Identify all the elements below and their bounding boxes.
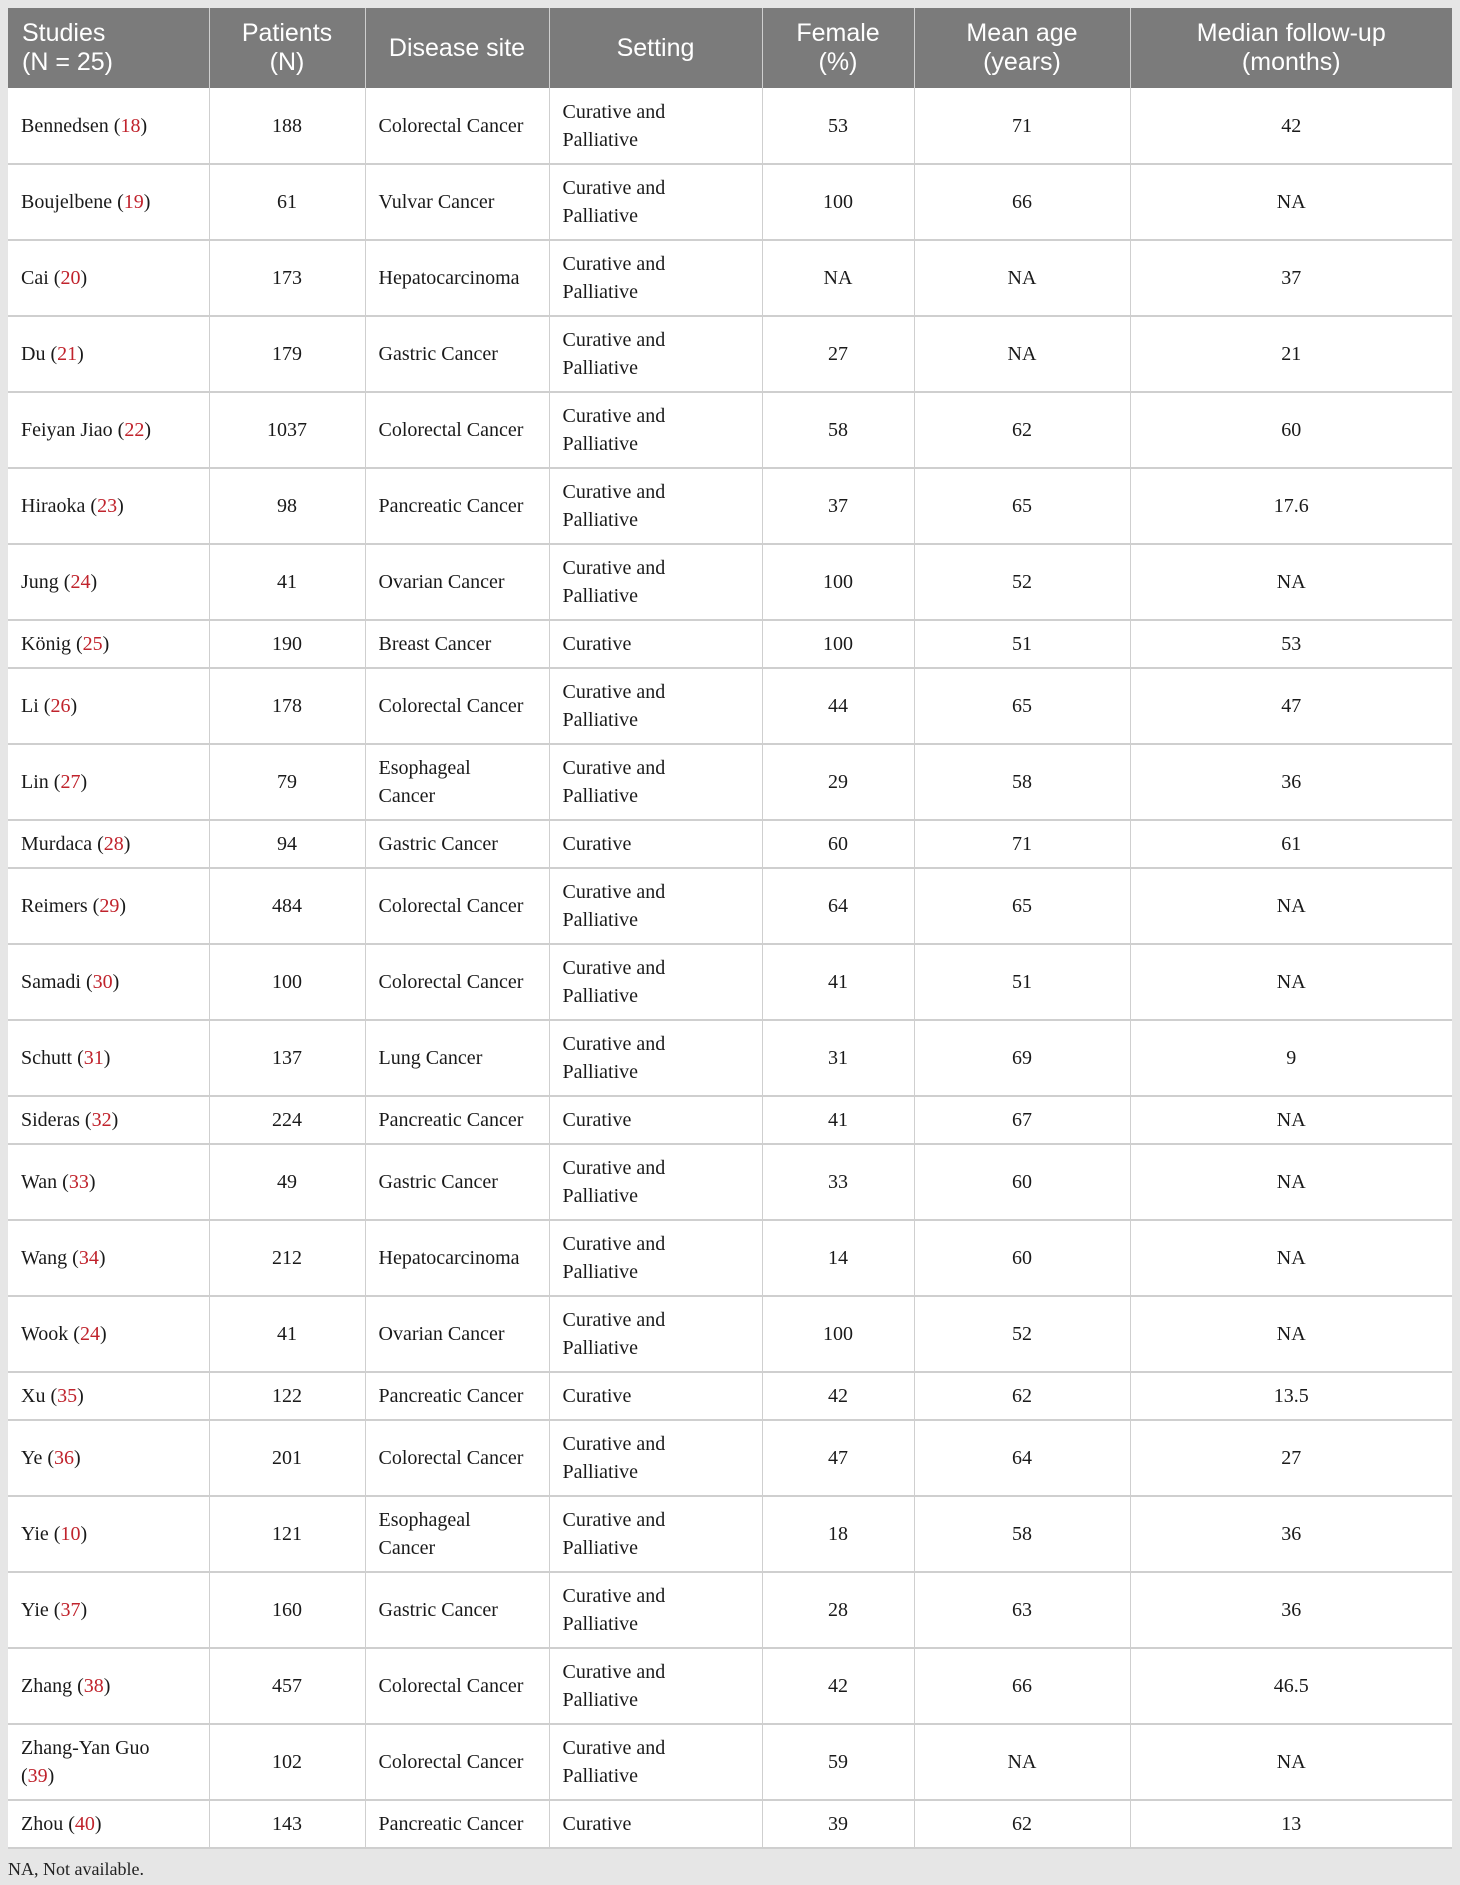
table-row <box>8 668 1452 744</box>
patients-cell: 61 <box>209 164 365 240</box>
setting-cell: Curative and Palliative <box>549 1572 762 1648</box>
study-reference: 30 <box>92 971 113 993</box>
study-cell: König (25) <box>8 620 209 668</box>
study-cell: Wang (34) <box>8 1220 209 1296</box>
mean-age-cell: 58 <box>914 1496 1130 1572</box>
setting-cell: Curative <box>549 1096 762 1144</box>
mean-age-cell: 62 <box>914 1800 1130 1848</box>
disease-site-cell: Colorectal Cancer <box>365 868 549 944</box>
study-name: Wan <box>21 1171 58 1193</box>
mean-age-cell: 66 <box>914 164 1130 240</box>
table-row <box>8 744 1452 820</box>
table-row <box>8 316 1452 392</box>
study-cell: Jung (24) <box>8 544 209 620</box>
disease-site-cell: Colorectal Cancer <box>365 1420 549 1496</box>
table-row <box>8 164 1452 240</box>
median-follow-up-cell: 27 <box>1130 1420 1452 1496</box>
table-row <box>8 1296 1452 1372</box>
mean-age-cell: 65 <box>914 468 1130 544</box>
patients-cell: 484 <box>209 868 365 944</box>
header-mean-age: Mean age (years) <box>914 8 1130 88</box>
median-follow-up-cell: NA <box>1130 944 1452 1020</box>
disease-site-cell: Pancreatic Cancer <box>365 1372 549 1420</box>
study-reference: 39 <box>27 1765 48 1787</box>
female-cell: 41 <box>762 1096 914 1144</box>
study-name: Lin <box>21 771 49 793</box>
median-follow-up-cell: NA <box>1130 1144 1452 1220</box>
study-name: Wang <box>21 1247 68 1269</box>
female-cell: 39 <box>762 1800 914 1848</box>
study-name: Hiraoka <box>21 495 86 517</box>
mean-age-cell: 66 <box>914 1648 1130 1724</box>
patients-cell: 41 <box>209 544 365 620</box>
setting-cell: Curative and Palliative <box>549 392 762 468</box>
study-reference: 38 <box>83 1675 104 1697</box>
setting-cell: Curative and Palliative <box>549 668 762 744</box>
disease-site-cell: Colorectal Cancer <box>365 1724 549 1800</box>
female-cell: 41 <box>762 944 914 1020</box>
female-cell: 64 <box>762 868 914 944</box>
disease-site-cell: Colorectal Cancer <box>365 1648 549 1724</box>
study-cell: Zhang-Yan Guo (39) <box>8 1724 209 1800</box>
median-follow-up-cell: 13.5 <box>1130 1372 1452 1420</box>
header-row <box>8 8 1452 88</box>
table-row <box>8 1420 1452 1496</box>
female-cell: 47 <box>762 1420 914 1496</box>
table-row <box>8 944 1452 1020</box>
setting-cell: Curative and Palliative <box>549 744 762 820</box>
study-table-container <box>8 8 1452 1849</box>
patients-cell: 1037 <box>209 392 365 468</box>
study-name: Bennedsen <box>21 114 109 137</box>
study-reference: 20 <box>60 267 81 289</box>
setting-cell: Curative <box>549 1372 762 1420</box>
disease-site-cell: Ovarian Cancer <box>365 1296 549 1372</box>
disease-site-cell: Pancreatic Cancer <box>365 468 549 544</box>
setting-cell: Curative and Palliative <box>549 1724 762 1800</box>
patients-cell: 143 <box>209 1800 365 1848</box>
setting-cell: Curative <box>549 1800 762 1848</box>
disease-site-cell: Lung Cancer <box>365 1020 549 1096</box>
header-patients: Patients (N) <box>209 8 365 88</box>
study-name: Zhang <box>21 1675 73 1697</box>
median-follow-up-cell: 47 <box>1130 668 1452 744</box>
study-name: Wook <box>21 1323 69 1345</box>
study-name: Samadi <box>21 971 81 993</box>
median-follow-up-cell: NA <box>1130 164 1452 240</box>
mean-age-cell: 71 <box>914 88 1130 164</box>
median-follow-up-cell: 36 <box>1130 1496 1452 1572</box>
study-reference: 24 <box>70 571 91 593</box>
median-follow-up-cell: 36 <box>1130 1572 1452 1648</box>
female-cell: 59 <box>762 1724 914 1800</box>
patients-cell: 79 <box>209 744 365 820</box>
disease-site-cell: Pancreatic Cancer <box>365 1096 549 1144</box>
female-cell: 42 <box>762 1372 914 1420</box>
patients-cell: 212 <box>209 1220 365 1296</box>
study-name: Reimers <box>21 895 88 917</box>
study-reference: 26 <box>50 695 71 717</box>
median-follow-up-cell: 9 <box>1130 1020 1452 1096</box>
study-name: Murdaca <box>21 833 93 855</box>
study-reference: 34 <box>78 1247 99 1269</box>
female-cell: 31 <box>762 1020 914 1096</box>
median-follow-up-cell: 53 <box>1130 620 1452 668</box>
table-row <box>8 1496 1452 1572</box>
disease-site-cell: Gastric Cancer <box>365 316 549 392</box>
mean-age-cell: 58 <box>914 744 1130 820</box>
median-follow-up-cell: NA <box>1130 1724 1452 1800</box>
female-cell: 100 <box>762 620 914 668</box>
median-follow-up-cell: NA <box>1130 544 1452 620</box>
setting-cell: Curative and Palliative <box>549 944 762 1020</box>
mean-age-cell: 62 <box>914 392 1130 468</box>
disease-site-cell: Breast Cancer <box>365 620 549 668</box>
patients-cell: 94 <box>209 820 365 868</box>
study-cell: Yie (10) <box>8 1496 209 1572</box>
study-reference: 18 <box>120 114 141 137</box>
female-cell: NA <box>762 240 914 316</box>
study-name: Schutt <box>21 1047 73 1069</box>
patients-cell: 102 <box>209 1724 365 1800</box>
table-row <box>8 1724 1452 1800</box>
table-row <box>8 1800 1452 1848</box>
disease-site-cell: Colorectal Cancer <box>365 944 549 1020</box>
study-cell: Cai (20) <box>8 240 209 316</box>
patients-cell: 190 <box>209 620 365 668</box>
setting-cell: Curative and Palliative <box>549 164 762 240</box>
study-name: Yie <box>21 1599 49 1621</box>
study-cell: Du (21) <box>8 316 209 392</box>
setting-cell: Curative and Palliative <box>549 1496 762 1572</box>
study-cell: Sideras (32) <box>8 1096 209 1144</box>
study-cell: Reimers (29) <box>8 868 209 944</box>
patients-cell: 224 <box>209 1096 365 1144</box>
study-cell: Schutt (31) <box>8 1020 209 1096</box>
patients-cell: 178 <box>209 668 365 744</box>
setting-cell: Curative and Palliative <box>549 1648 762 1724</box>
study-reference: 21 <box>57 343 78 365</box>
mean-age-cell: 69 <box>914 1020 1130 1096</box>
patients-cell: 49 <box>209 1144 365 1220</box>
study-reference: 10 <box>60 1523 81 1545</box>
study-cell: Zhou (40) <box>8 1800 209 1848</box>
study-cell: Zhang (38) <box>8 1648 209 1724</box>
disease-site-cell: Hepatocarcinoma <box>365 240 549 316</box>
table-row <box>8 544 1452 620</box>
setting-cell: Curative and Palliative <box>549 1420 762 1496</box>
disease-site-cell: Hepatocarcinoma <box>365 1220 549 1296</box>
header-female: Female (%) <box>762 8 914 88</box>
setting-cell: Curative and Palliative <box>549 88 762 164</box>
female-cell: 58 <box>762 392 914 468</box>
study-cell: Samadi (30) <box>8 944 209 1020</box>
female-cell: 42 <box>762 1648 914 1724</box>
study-name: Feiyan Jiao <box>21 419 113 441</box>
table-row <box>8 1020 1452 1096</box>
study-name: Sideras <box>21 1109 80 1131</box>
table-row <box>8 820 1452 868</box>
table-body <box>8 88 1452 1848</box>
patients-cell: 98 <box>209 468 365 544</box>
study-cell: Feiyan Jiao (22) <box>8 392 209 468</box>
median-follow-up-cell: 17.6 <box>1130 468 1452 544</box>
table-row <box>8 240 1452 316</box>
table-row <box>8 1648 1452 1724</box>
disease-site-cell: Ovarian Cancer <box>365 544 549 620</box>
study-name: König <box>21 633 71 655</box>
female-cell: 44 <box>762 668 914 744</box>
study-reference: 33 <box>68 1171 89 1193</box>
median-follow-up-cell: NA <box>1130 868 1452 944</box>
female-cell: 100 <box>762 1296 914 1372</box>
table-row <box>8 620 1452 668</box>
median-follow-up-cell: 46.5 <box>1130 1648 1452 1724</box>
disease-site-cell: Esophageal Cancer <box>365 1496 549 1572</box>
mean-age-cell: 67 <box>914 1096 1130 1144</box>
patients-cell: 122 <box>209 1372 365 1420</box>
setting-cell: Curative and Palliative <box>549 1220 762 1296</box>
study-cell: Wook (24) <box>8 1296 209 1372</box>
female-cell: 37 <box>762 468 914 544</box>
mean-age-cell: 63 <box>914 1572 1130 1648</box>
female-cell: 14 <box>762 1220 914 1296</box>
median-follow-up-cell: 13 <box>1130 1800 1452 1848</box>
mean-age-cell: 51 <box>914 620 1130 668</box>
female-cell: 27 <box>762 316 914 392</box>
setting-cell: Curative and Palliative <box>549 544 762 620</box>
table-row <box>8 1220 1452 1296</box>
patients-cell: 121 <box>209 1496 365 1572</box>
study-name: Zhou <box>21 1813 64 1835</box>
study-reference: 23 <box>97 495 118 517</box>
median-follow-up-cell: NA <box>1130 1296 1452 1372</box>
study-reference: 37 <box>60 1599 81 1621</box>
female-cell: 100 <box>762 164 914 240</box>
study-cell: Yie (37) <box>8 1572 209 1648</box>
patients-cell: 173 <box>209 240 365 316</box>
study-name: Du <box>21 343 46 365</box>
study-name: Boujelbene <box>21 191 113 213</box>
studies-table <box>8 8 1452 1849</box>
table-footnote: NA, Not available. <box>8 1859 144 1879</box>
study-name: Jung <box>21 571 59 593</box>
study-name: Yie <box>21 1523 49 1545</box>
setting-cell: Curative and Palliative <box>549 1296 762 1372</box>
table-row <box>8 1372 1452 1420</box>
study-cell: Xu (35) <box>8 1372 209 1420</box>
study-reference: 40 <box>74 1813 95 1835</box>
mean-age-cell: 65 <box>914 868 1130 944</box>
study-cell: Li (26) <box>8 668 209 744</box>
patients-cell: 160 <box>209 1572 365 1648</box>
setting-cell: Curative and Palliative <box>549 240 762 316</box>
patients-cell: 179 <box>209 316 365 392</box>
female-cell: 29 <box>762 744 914 820</box>
female-cell: 60 <box>762 820 914 868</box>
patients-cell: 41 <box>209 1296 365 1372</box>
table-row <box>8 392 1452 468</box>
median-follow-up-cell: NA <box>1130 1220 1452 1296</box>
study-cell: Murdaca (28) <box>8 820 209 868</box>
female-cell: 18 <box>762 1496 914 1572</box>
study-cell: Hiraoka (23) <box>8 468 209 544</box>
female-cell: 53 <box>762 88 914 164</box>
study-reference: 28 <box>103 833 124 855</box>
disease-site-cell: Esophageal Cancer <box>365 744 549 820</box>
mean-age-cell: NA <box>914 240 1130 316</box>
mean-age-cell: 52 <box>914 544 1130 620</box>
study-name: Ye <box>21 1447 43 1469</box>
disease-site-cell: Colorectal Cancer <box>365 392 549 468</box>
disease-site-cell: Gastric Cancer <box>365 1144 549 1220</box>
study-cell: Wan (33) <box>8 1144 209 1220</box>
mean-age-cell: 62 <box>914 1372 1130 1420</box>
mean-age-cell: 60 <box>914 1144 1130 1220</box>
disease-site-cell: Gastric Cancer <box>365 820 549 868</box>
study-cell: Bennedsen (18) <box>8 88 209 164</box>
setting-cell: Curative and Palliative <box>549 316 762 392</box>
study-cell: Ye (36) <box>8 1420 209 1496</box>
setting-cell: Curative and Palliative <box>549 868 762 944</box>
study-reference: 25 <box>82 633 103 655</box>
disease-site-cell: Pancreatic Cancer <box>365 1800 549 1848</box>
study-reference: 36 <box>54 1447 74 1469</box>
female-cell: 28 <box>762 1572 914 1648</box>
disease-site-cell: Colorectal Cancer <box>365 668 549 744</box>
table-row <box>8 868 1452 944</box>
patients-cell: 137 <box>209 1020 365 1096</box>
median-follow-up-cell: 60 <box>1130 392 1452 468</box>
female-cell: 33 <box>762 1144 914 1220</box>
study-cell: Boujelbene (19) <box>8 164 209 240</box>
setting-cell: Curative <box>549 820 762 868</box>
table-row <box>8 1144 1452 1220</box>
table-row <box>8 88 1452 164</box>
table-row <box>8 1096 1452 1144</box>
header-setting: Setting <box>549 8 762 88</box>
setting-cell: Curative and Palliative <box>549 1144 762 1220</box>
setting-cell: Curative <box>549 620 762 668</box>
study-cell: Lin (27) <box>8 744 209 820</box>
study-name: Cai <box>21 267 49 289</box>
female-cell: 100 <box>762 544 914 620</box>
table-row <box>8 468 1452 544</box>
disease-site-cell: Gastric Cancer <box>365 1572 549 1648</box>
disease-site-cell: Vulvar Cancer <box>365 164 549 240</box>
study-name: Xu <box>21 1385 46 1407</box>
mean-age-cell: 64 <box>914 1420 1130 1496</box>
header-studies: Studies (N = 25) <box>8 8 209 88</box>
study-reference: 32 <box>91 1109 112 1131</box>
study-reference: 31 <box>83 1047 104 1069</box>
disease-site-cell: Colorectal Cancer <box>365 88 549 164</box>
median-follow-up-cell: 21 <box>1130 316 1452 392</box>
table-row <box>8 1572 1452 1648</box>
median-follow-up-cell: 37 <box>1130 240 1452 316</box>
patients-cell: 100 <box>209 944 365 1020</box>
study-reference: 27 <box>60 771 81 793</box>
mean-age-cell: NA <box>914 316 1130 392</box>
setting-cell: Curative and Palliative <box>549 468 762 544</box>
study-reference: 19 <box>123 191 144 213</box>
mean-age-cell: 51 <box>914 944 1130 1020</box>
mean-age-cell: 65 <box>914 668 1130 744</box>
mean-age-cell: 71 <box>914 820 1130 868</box>
patients-cell: 188 <box>209 88 365 164</box>
header-median-follow-up: Median follow-up (months) <box>1130 8 1452 88</box>
mean-age-cell: 52 <box>914 1296 1130 1372</box>
study-reference: 24 <box>79 1323 100 1345</box>
header-disease-site: Disease site <box>365 8 549 88</box>
median-follow-up-cell: NA <box>1130 1096 1452 1144</box>
mean-age-cell: 60 <box>914 1220 1130 1296</box>
median-follow-up-cell: 36 <box>1130 744 1452 820</box>
patients-cell: 457 <box>209 1648 365 1724</box>
mean-age-cell: NA <box>914 1724 1130 1800</box>
setting-cell: Curative and Palliative <box>549 1020 762 1096</box>
study-reference: 35 <box>57 1385 78 1407</box>
median-follow-up-cell: 61 <box>1130 820 1452 868</box>
study-reference: 29 <box>99 895 120 917</box>
patients-cell: 201 <box>209 1420 365 1496</box>
study-reference: 22 <box>124 419 145 441</box>
median-follow-up-cell: 42 <box>1130 88 1452 164</box>
study-name: Li <box>21 695 39 717</box>
study-name: Zhang-Yan Guo <box>21 1737 150 1759</box>
